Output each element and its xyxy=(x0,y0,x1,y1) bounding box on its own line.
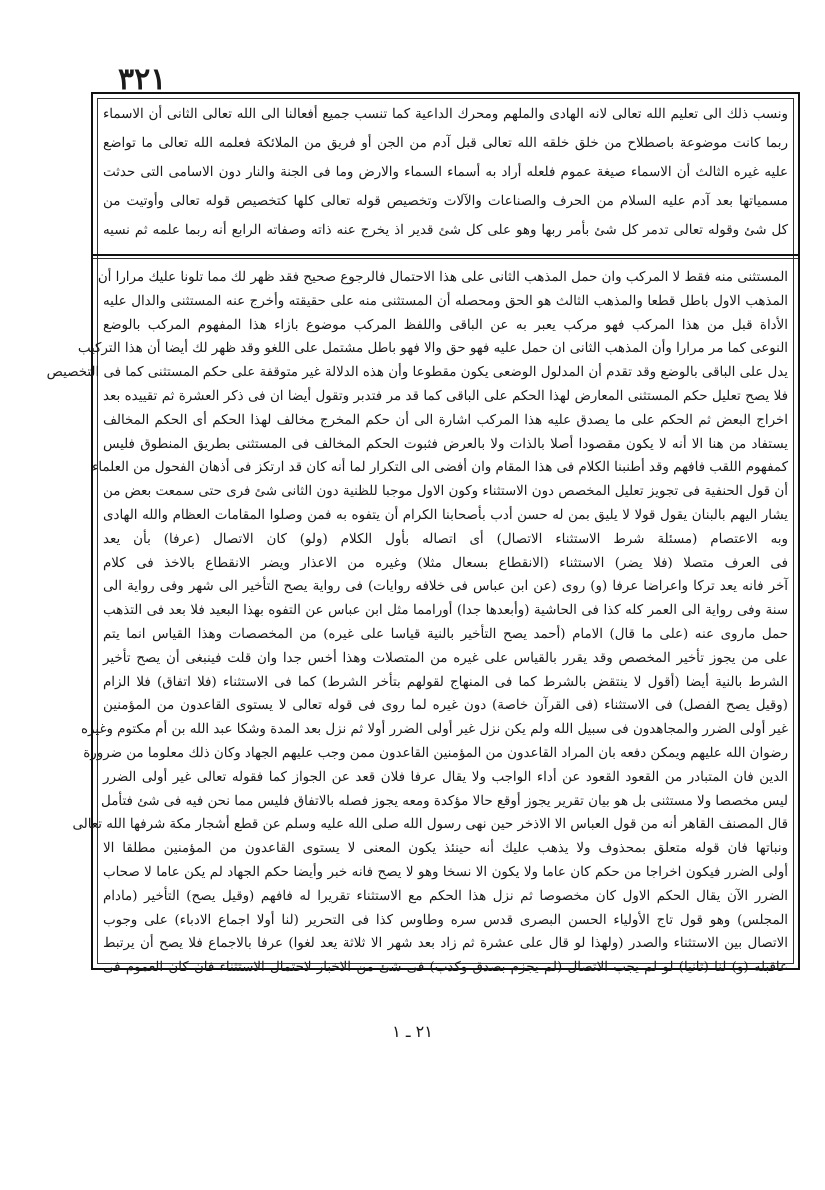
main-line: الدين فان المتبادر من القعود القعود عن أداء الواجب ولا يقال عرفا فلان قعد عن الجواز كما فقوله تعالى غير أولى الضرر xyxy=(103,769,788,785)
main-line: آخر فانه يعد تركا واعراضا عرفا (و) روى (عن ابن عباس فى خلافه روايات) فى رواية يصح التأخير الى شهر وفى رواية الى xyxy=(103,579,788,595)
main-line: أن قول الحنفية فى تجويز تعليل المخصص دون الاستثناء وكون الاول موجبا للظنية دون الثانى شئ فرى حتى سمعت بعض من xyxy=(103,484,788,500)
main-line: المذهب الاول باطل قطعا والمذهب الثالث هو الحق ومحصله أن المستثنى منه على حقيقته وأخرج عنه المستثنى والدال عليه xyxy=(103,293,788,309)
main-line: ليس مخصصا ولا مستثنى بل هو بيان تقرير يجوز أوقع حالا مؤكدة ومعه يجوز فصله بالاتفاق فليس مما نحن فيه فى شئ فتأمل xyxy=(101,793,788,809)
top-line: ربما كانت موضوعة باصطلاح من خلق خلقه الله تعالى قبل آدم من الجن أو فريق من الملائكة فعلمه الله تعالى ما تواضع xyxy=(103,136,788,151)
main-line: أولى الضرر فيكون اخراجا من حكم كان عاما ولا يكون الا نسخا وهو لا يصح فانه خبر وأيضا حكم الجهاد لم يكن عاما لا صحاب xyxy=(103,864,788,880)
main-line: كمفهوم اللقب فافهم وقد أطنبنا الكلام فى هذا المقام وان أفضى الى التكرار لما أنه كان قد ارتكز فى أذهان الفحول من العلماء xyxy=(92,460,788,476)
main-line: عاقبله (و) لنا (ثانيا) لو لم يجب الاتصال (لم يجزم بصدق وكذب) فى شئ من الاخبار لاحتمال الاستثناء فان كان العموم فى xyxy=(103,960,788,976)
main-line: يدل على الباقى بالوضع وقد تقدم أن المدلول الوضعى يكون مقطوعا وأن هذه الدلالة غير متوقفة على حكم المستثنى كما فى التخصيص xyxy=(46,365,788,381)
main-line: ونباتها فان قوله متعلق بمحذوف ولا يذهب عليك أنه حينئذ يكون المعنى لا يستوى القاعدون من المؤمنين مطلقا الا xyxy=(103,841,788,857)
main-line: فلا يصح تعليل حكم المستثنى المعارض لهذا الحكم على الباقى كما قد مر فتدبر وتقول أيضا ان فى ذكر العشرة ثم تقييده بعد xyxy=(103,388,788,404)
main-line: يشار اليهم بالبنان يقول قولا لا يليق بمن له حسن أدب بأصحابنا الكرام أن يتفوه به فمن وصلوا المقامات العظام والله الهادى xyxy=(103,507,788,523)
main-line: النوعى كما مر مرارا وأن المذهب الثانى ان حمل عليه فهو حق والا فهو باطل مشتمل على اللغو وقد ظهر لك أيضا أن هذا التركيب xyxy=(77,341,788,357)
top-line: عليه غيره الثالث أن الاسماء صيغة عموم فلعله أراد به أسماء السماء والارض وما فى الجنة والنار دون الاسامى التى حدثت xyxy=(103,165,788,180)
main-line: قال المصنف القاهر أنه من قول العباس الا الاذخر حين نهى رسول الله صلى الله عليه وسلم عن قطع أشجار مكة شرفها الله تعالى xyxy=(72,817,788,833)
top-line: ونسب ذلك الى تعليم الله تعالى لانه الهادى والملهم ومحرك الداعية كما تنسب جميع أفعالنا الى الله تعالى الثانى أن الاسماء xyxy=(103,107,788,122)
main-line: الأداة قبل من هذا المركب فهو مركب يعبر به عن الباقى واللفظ المركب موضوع بازاء هذا المفهوم المركب بالوضع xyxy=(103,317,788,333)
main-line: اخراج البعض ثم الحكم على ما يصدق عليه هذا المركب اشارة الى أن حكم المخرج مخالف لهذا الحكم أى الحكم المخالف xyxy=(103,412,788,428)
main-line: يستفاد من هنا الا أنه لا يكون مقصودا أصلا بالذات ولا بالعرض فثبوت الحكم المخالف فى المستثنى بطريق المنطوق فليس xyxy=(103,436,788,452)
main-line: الاتصال بين الاستثناء والصدر (ولهذا لو قال على عشرة ثم زاد بعد شهر الا ثلاثة يعد لغوا) عرفا بالاجماع فلا يصح أن يرتبط xyxy=(103,936,788,952)
section-divider-thin xyxy=(93,258,798,259)
section-divider xyxy=(93,254,798,256)
top-line: كل شئ وقوله تعالى تدمر كل شئ بأمر ربها وهو على كل شئ قدير اذ يخرج عنه ذاته وصفاته الرابع أنه ربما علمه ثم نسيه xyxy=(103,223,788,238)
footer-signature: ٢١ ـ ١ xyxy=(392,1022,433,1041)
main-line: المستثنى منه فقط لا المركب وان حمل المذهب الثانى على هذا الاحتمال فالرجوع صحيح فقد ظهر لك مما تلونا عليك مرارا أن xyxy=(97,270,788,285)
main-line: المجلس) وهو قول تاج الأولياء الحسن البصرى قدس سره وطاوس كذا فى التحرير (لنا أولا اجماع الادباء) على وجوب xyxy=(103,912,788,928)
text-frame xyxy=(46,92,800,976)
top-line: مسمياتها بعد آدم عليه السلام من الحرف والصناعات والآلات وتخصيص قوله تعالى كلها كتخصيص قوله تعالى وأوتيت من xyxy=(103,194,788,209)
page-number: ٣٢١ xyxy=(118,62,167,97)
main-text-block xyxy=(46,266,788,976)
main-line: حمل ماروى عنه (على ما قال) الامام (أحمد يصح التأخير بالنية قياسا على غيره) من المخصصات وهذا القياس انما يتم xyxy=(103,626,788,642)
main-line: سنة وفى رواية الى العمر كله كذا فى الحاشية (وأبعدها جدا) أورامما مثل ابن عباس عن التفوه بهذا البعيد فلا بعد فى التذهب xyxy=(103,603,788,619)
main-line: فى العرف متصلا (فلا يضر) الاستثناء (الانقطاع بسعال مثلا) وغيره من الاعذار ويضر الانقطاع بالاخذ فى كلام xyxy=(103,555,788,571)
main-line: غير أولى الضرر والمجاهدون فى سبيل الله ولم يكن نزل غير أولى الضرر أولا ثم نزل بعد المدة وشكا عبد الله بن أم مكتوم وغيره xyxy=(81,722,788,738)
main-line: رضوان الله عليهم ويمكن دفعه بان المراد القاعدون من المؤمنين القاعدون ممن وجب عليهم الجهاد وكان ذلك معلوما من ضرورة xyxy=(83,745,788,761)
main-line: (وقيل يصح الفصل) فى الاستثناء (فى القرآن خاصة) دون غيره لما روى فى قوله تعالى لا يستوى القاعدون من المؤمنين xyxy=(103,698,788,714)
main-line: الشرط بالنية أيضا (أقول لا ينتقض بالشرط كما فى المنهاج لقولهم بتأخر الشرط) كما فى الاستثناء (فلا اتفاق) فلا الزام xyxy=(103,674,788,690)
main-line: وبه الاعتصام (مسئلة شرط الاستثناء الاتصال) أى اتصاله بأول الكلام (ولو) كان الاتصال (عرفا) بأن يعد xyxy=(103,531,788,547)
main-line: الضرر الآن يقال الحكم الاول كان مخصوصا ثم نزل هذا الحكم مع الاستثناء تقريرا له فافهم (وقيل يصح) التأخير (مادام xyxy=(103,888,788,904)
main-line: على من يجوز تأخير المخصص وقد يقرر بالقياس على غيره من المتصلات وهذا أخس جدا وان قلت فينبغى أن يصح تأخير xyxy=(103,650,788,666)
top-text-block xyxy=(103,100,788,248)
